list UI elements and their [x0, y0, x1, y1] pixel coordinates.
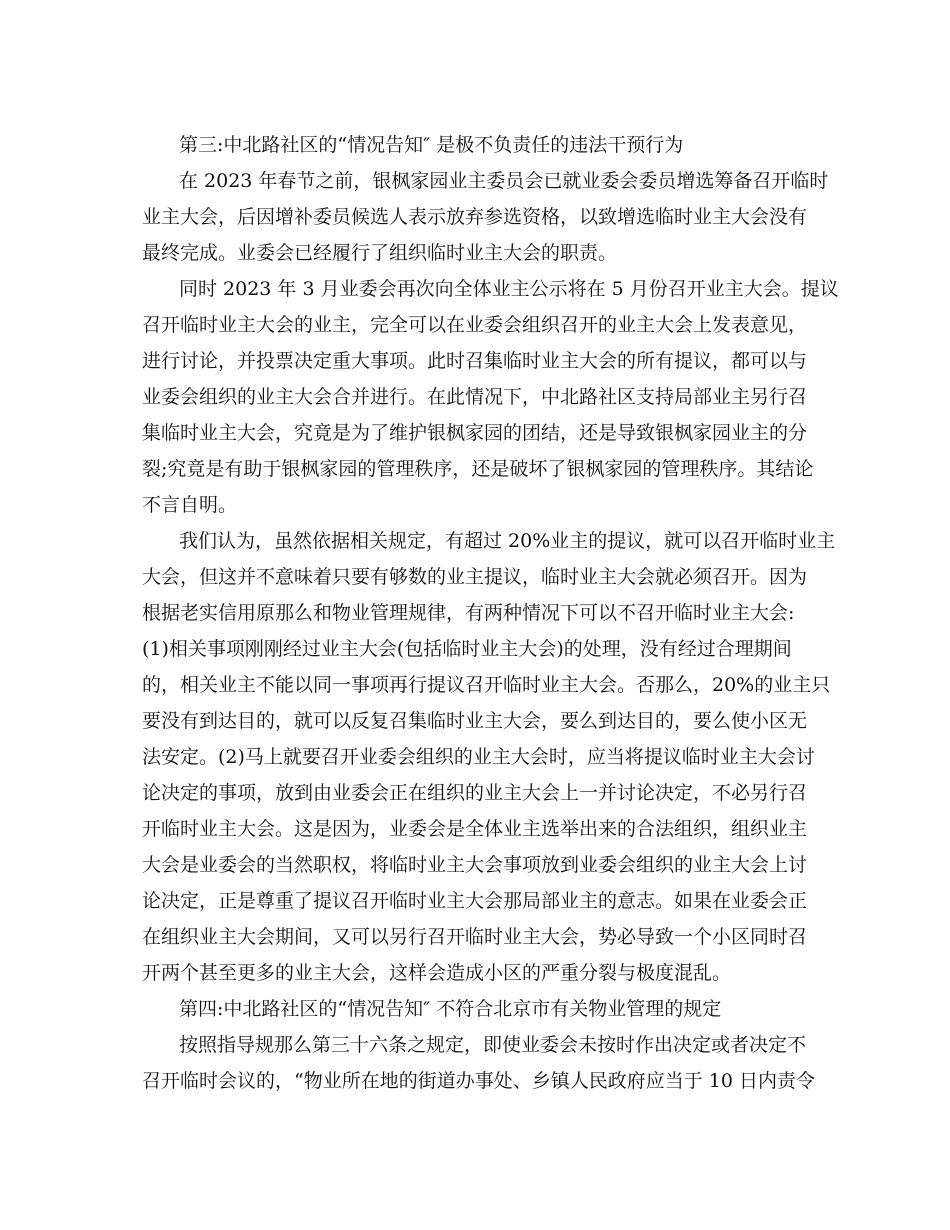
text-line-17: 要没有到达目的，就可以反复召集临时业主大会，要么到达目的，要么使小区无 [142, 710, 808, 732]
text-line-22: 论决定，正是尊重了提议召开临时业主大会那局部业主的意志。如果在业委会正 [142, 890, 808, 912]
text-line-2: 在 2023 年春节之前，银枫家园业主委员会已就业委会委员增选筹备召开临时 [179, 170, 829, 192]
text-line-24: 开两个甚至更多的业主大会，这样会造成小区的严重分裂与极度混乱。 [142, 962, 732, 984]
text-line-4: 最终完成。业委会已经履行了组织临时业主大会的职责。 [142, 242, 618, 264]
text-line-23: 在组织业主大会期间，又可以另行召开临时业主大会，势必导致一个小区同时召 [142, 926, 808, 948]
text-line-12: 我们认为，虽然依据相关规定，有超过 20%业主的提议，就可以召开临时业主 [179, 530, 836, 552]
text-line-11: 不言自明。 [142, 494, 238, 516]
text-line-27: 召开临时会议的，“物业所在地的街道办事处、乡镇人民政府应当于 10 日内责令 [142, 1070, 815, 1092]
text-line-7: 进行讨论，并投票决定重大事项。此时召集临时业主大会的所有提议，都可以与 [142, 350, 808, 372]
text-line-20: 开临时业主大会。这是因为，业委会是全体业主选举出来的合法组织，组织业主 [142, 818, 808, 840]
text-line-8: 业委会组织的业主大会合并进行。在此情况下，中北路社区支持局部业主另行召 [142, 386, 808, 408]
text-line-21: 大会是业委会的当然职权，将临时业主大会事项放到业委会组织的业主大会上讨 [142, 854, 808, 876]
text-line-1: 第三:中北路社区的“情况告知″ 是极不负责任的违法干预行为 [179, 134, 684, 156]
text-line-13: 大会，但这并不意味着只要有够数的业主提议，临时业主大会就必须召开。因为 [142, 566, 808, 588]
text-line-16: 的，相关业主不能以同一事项再行提议召开临时业主大会。否那么，20%的业主只 [142, 674, 831, 696]
text-line-10: 裂;究竟是有助于银枫家园的管理秩序，还是破坏了银枫家园的管理秩序。其结论 [142, 458, 814, 480]
text-line-26: 按照指导规那么第三十六条之规定，即使业委会未按时作出决定或者决定不 [179, 1034, 807, 1056]
text-line-14: 根据老实信用原那么和物业管理规律，有两种情况下可以不召开临时业主大会: [142, 602, 795, 624]
text-line-6: 召开临时业主大会的业主，完全可以在业委会组织召开的业主大会上发表意见， [142, 314, 808, 336]
text-line-5: 同时 2023 年 3 月业委会再次向全体业主公示将在 5 月份召开业主大会。提议 [179, 278, 839, 300]
text-line-25: 第四:中北路社区的“情况告知″ 不符合北京市有关物业管理的规定 [179, 998, 722, 1020]
text-line-15: (1)相关事项刚刚经过业主大会(包括临时业主大会)的处理，没有经过合理期间 [142, 638, 792, 660]
text-line-3: 业主大会，后因增补委员候选人表示放弃参选资格，以致增选临时业主大会没有 [142, 206, 808, 228]
text-line-9: 集临时业主大会，究竟是为了维护银枫家园的团结，还是导致银枫家园业主的分 [142, 422, 808, 444]
text-line-19: 论决定的事项，放到由业委会正在组织的业主大会上一并讨论决定，不必另行召 [142, 782, 808, 804]
text-line-18: 法安定。(2)马上就要召开业委会组织的业主大会时，应当将提议临时业主大会讨 [142, 746, 815, 768]
